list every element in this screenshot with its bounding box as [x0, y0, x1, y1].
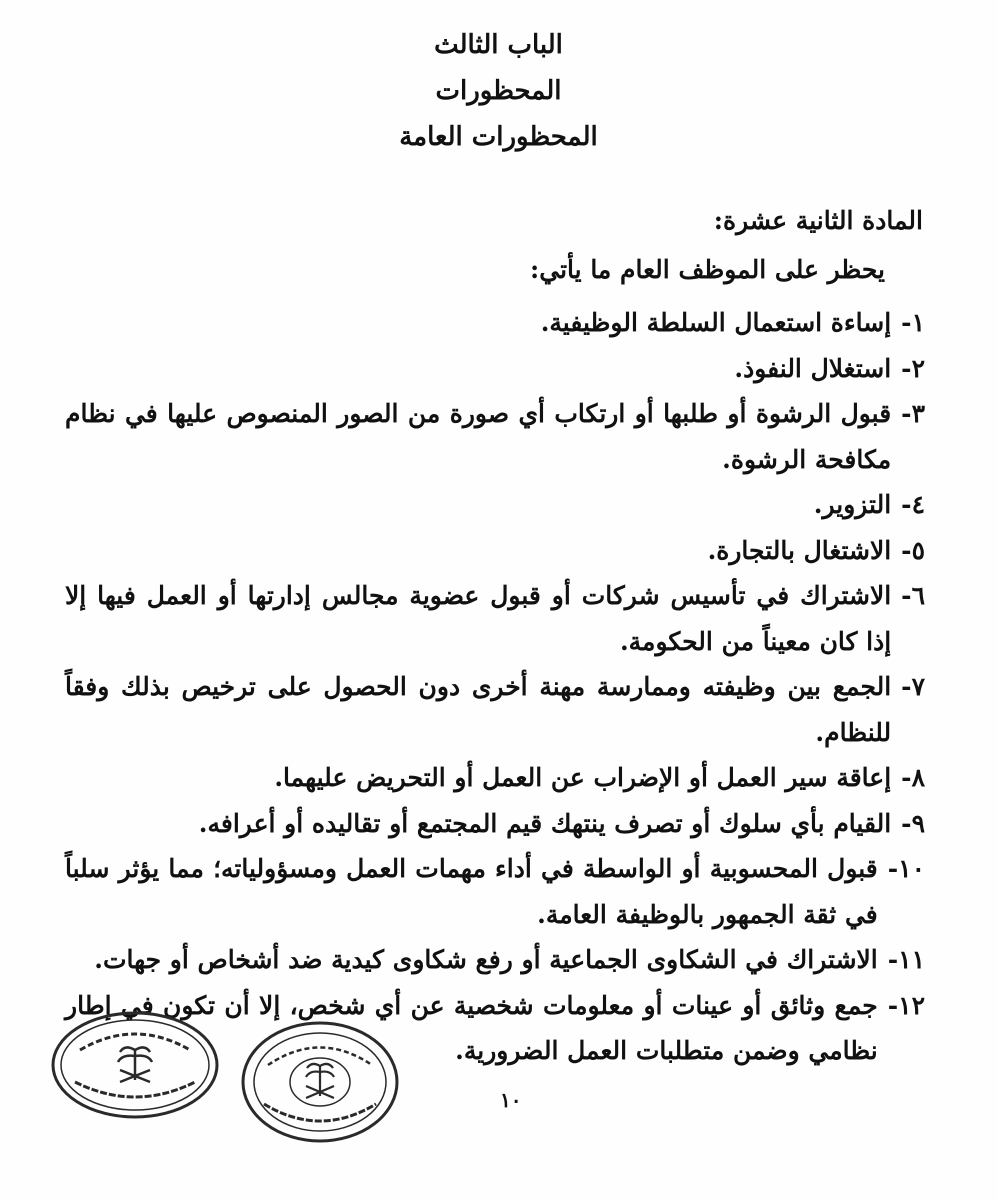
page-number: ١٠ — [500, 1088, 522, 1112]
item-text: جمع وثائق أو عينات أو معلومات شخصية عن أي شخص، إلا أن تكون في إطار نظامي وضمن متطلبات العمل الضرورية. — [65, 990, 878, 1065]
item-number: ٥- — [901, 535, 925, 565]
item-text: إساءة استعمال السلطة الوظيفية. — [540, 308, 892, 337]
prohibition-item — [65, 755, 925, 801]
prohibition-item — [65, 300, 925, 346]
item-text: إعاقة سير العمل أو الإضراب عن العمل أو التحريض عليهما. — [274, 763, 892, 792]
official-stamps — [50, 1010, 380, 1160]
item-number: ٤- — [901, 490, 925, 519]
item-number: ١- — [901, 308, 925, 337]
item-text: قبول الرشوة أو طلبها أو ارتكاب أي صورة من الصور المنصوص عليها في نظام مكافحة الرشوة. — [65, 399, 892, 474]
item-text: الجمع بين وظيفته وممارسة مهنة أخرى دون الحصول على ترخيص بذلك وفقاً للنظام. — [65, 672, 892, 747]
article-title: المادة الثانية عشرة: — [713, 206, 923, 235]
item-text: الاشتراك في تأسيس شركات أو قبول عضوية مجالس إدارتها أو العمل فيها إلا إذا كان معيناً من الحكومة. — [65, 581, 892, 656]
section-heading: المحظورات — [435, 76, 562, 106]
item-text: التزوير. — [813, 490, 892, 519]
item-text: الاشتغال بالتجارة. — [707, 535, 892, 565]
prohibition-item — [65, 391, 925, 482]
chapter-headings — [0, 22, 997, 160]
prohibition-item — [65, 846, 925, 937]
item-number: ٩- — [901, 808, 925, 838]
prohibition-item — [65, 573, 925, 664]
item-text: الاشتراك في الشكاوى الجماعية أو رفع شكاوى كيدية ضد أشخاص أو جهات. — [94, 945, 878, 974]
subsection-heading: المحظورات العامة — [399, 122, 598, 152]
item-number: ٢- — [901, 353, 925, 383]
prohibition-item — [65, 528, 925, 574]
council-secretariat-seal — [50, 1010, 220, 1120]
item-text: استغلال النفوذ. — [734, 353, 892, 383]
experts-commission-seal — [240, 1020, 400, 1145]
item-number: ٨- — [901, 763, 925, 792]
item-number: ١١- — [887, 945, 925, 974]
prohibition-item — [65, 801, 925, 847]
item-number: ١٠- — [887, 854, 925, 883]
prohibition-item — [65, 937, 925, 983]
article-intro: يحظر على الموظف العام ما يأتي: — [530, 255, 885, 284]
part-heading: الباب الثالث — [434, 30, 563, 60]
prohibition-item — [65, 664, 925, 755]
item-number: ٦- — [901, 581, 925, 610]
item-text: قبول المحسوبية أو الواسطة في أداء مهمات العمل ومسؤولياته؛ مما يؤثر سلباً في ثقة الجمهور بالوظيفة العامة. — [65, 854, 878, 929]
item-number: ٣- — [901, 399, 925, 428]
item-text: القيام بأي سلوك أو تصرف ينتهك قيم المجتمع أو تقاليده أو أعرافه. — [198, 808, 892, 838]
prohibition-item — [65, 346, 925, 392]
item-number: ٧- — [901, 672, 925, 701]
prohibition-item — [65, 482, 925, 528]
prohibitions-list — [65, 300, 925, 1074]
item-number: ١٢- — [887, 990, 925, 1020]
